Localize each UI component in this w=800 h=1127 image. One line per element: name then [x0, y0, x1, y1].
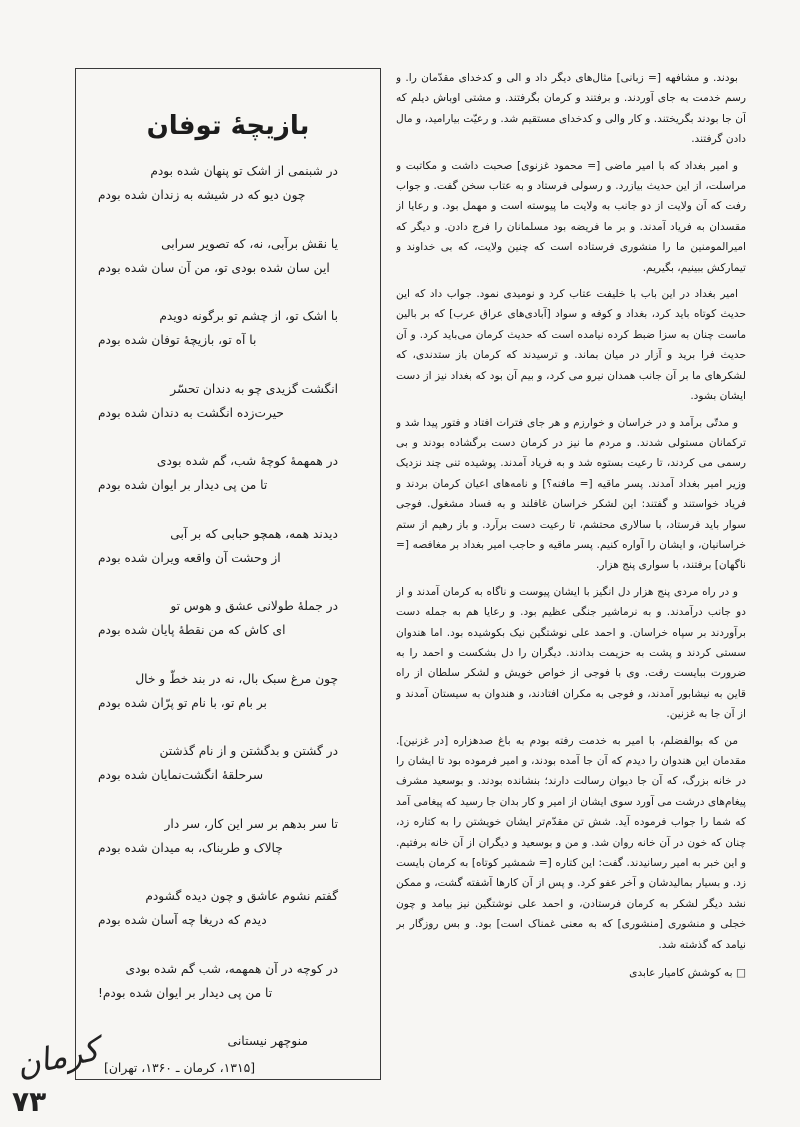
- poet-dates: [۱۳۱۵، کرمان ـ ۱۳۶۰، تهران]: [104, 1060, 256, 1075]
- poem-line: این سان شده بودی تو، من آن سان شده بودم: [98, 260, 330, 275]
- poem-stanza: [98, 377, 338, 425]
- poem-stanza: [98, 159, 338, 207]
- poem-line: تا من پی دیدار بر ایوان شده بودم: [98, 478, 268, 492]
- poem-stanza: [98, 522, 338, 570]
- poem-stanza: [98, 667, 338, 715]
- poem-stanza: [98, 232, 338, 280]
- poem-line: انگشت گزیدی چو به دندان تحسّر: [170, 381, 338, 396]
- poem-line: با اشک تو، از چشم تو برگونه دویدم: [159, 309, 338, 323]
- poem-line: چون مرغ سبک بال، نه در بند خطّ و خال: [135, 671, 338, 686]
- poem-stanza: [98, 957, 338, 1005]
- magazine-logo: کرمان: [12, 1029, 103, 1085]
- poem-box: [75, 68, 381, 1080]
- poem-line: حیرت‌زده انگشت به دندان شده بودم: [98, 405, 284, 420]
- article-text: [396, 68, 746, 1078]
- poem-stanza: [98, 884, 338, 932]
- poem-line: تا من پی دیدار بر ایوان شده بودم!: [98, 985, 273, 1000]
- article-credit: □ به کوشش کامیار عابدی: [629, 967, 746, 980]
- article-paragraph: من که بوالفضلم، با امیر به خدمت رفته بودم به باغ صدهزاره [در غزنین]. مقدمان این هندوان را دیدم که آن جا آمده بودند، و امیر فرموده بود تا ایشان را در خانه بزرگ، که آن جا دیوان رسالت دارند؛ بنشانده بودند. و بوسعید مشرف پیغام‌های درشت می آورد سوی ایشان از امیر و کار بدان جا رسید که پیغامی آمد که شما را جواب فرموده آید. شش تن مقدّم‌تر ایشان خویشتن را به کتاره زد، چنان که خون در آن خانه روان شد. و من و بوسعید و دیگران از آن خانه برفتیم. و این خبر به امیر رسانیدند. گفت: این کتاره [= شمشیر کوتاه] به کرمان بایست زد. و بسیار بمالیدشان و آخر عفو کرد. و پس از آن کارها آشفته گشت، و ممکن نشد دیگر لشکر به کرمان فرستادن، و احمد علی نوشتگین نیز بیامد و چون خجلی و منشوری [منشوری] که به معنی غمناک است] بود. و بس روزگار بر نیامد که گذشته شد.: [396, 734, 746, 951]
- poem-line: یا نقش برآبی، نه، که تصویر سرابی: [161, 236, 338, 251]
- poem-line: در گشتن و بدگشتن و از نام گذشتن: [159, 744, 338, 758]
- article-paragraph: و امیر بغداد که با امیر ماضی [= محمود غزنوی] صحبت داشت و مکاتبت و مراسلت، از این حدیث بیازرد. و رسولی فرستاد و به عتاب سخن گفت. و جواب رفت که آن ولایت از دو جانب به ولایت ما پیوسته است و مهمل بود. و رعایا از مقسدان به فریاد آمدند. و بر ما فریضه بود مسلمانان را فرج دادن. و دیگر که امیرالمومنین ما را منشوری فرستاده است که چنین ولایت، که بی خداوند و تیمارکش ببینیم، بگیریم.: [396, 159, 746, 274]
- poem-stanza: [98, 812, 338, 860]
- poem-line: تا سر بدهم بر سر این کار، سر دار: [164, 816, 338, 831]
- poem-stanza: [98, 304, 338, 352]
- page-number: ۷۳: [12, 1085, 47, 1118]
- poem-line: در کوچه در آن همهمه، شب گم شده بودی: [125, 961, 338, 976]
- poem-line: در همهمهٔ کوچهٔ شب، گم شده بودی: [156, 454, 338, 468]
- poem-line: در شبنمی از اشک تو پنهان شده بودم: [150, 164, 338, 178]
- poem-line: در جملهٔ طولانی عشق و هوس تو: [170, 599, 338, 613]
- poem-line: چون دیو که در شیشه به زندان شده بودم: [98, 188, 306, 202]
- article-paragraph: امیر بغداد در این باب با خلیفت عتاب کرد و نومیدی نمود. جواب داد که این حدیث کوتاه باید کرد، بغداد و کوفه و سواد [آبادی‌های عراق عرب] که بر بالین ماست چنان به سزا ضبط کرده نیامده است که حدیث کرمان می‌باید کرد. و آن حدیث فرا برید و آزار در میان بماند. و ترسیدند که کرمان باز ستدندی، که لشکرهای ما بر آن جانب همدان نیرو می کرد، و بیم آن بود که بغداد نیز از دست ایشان بشود.: [396, 288, 746, 403]
- poem-line: دیدند همه، همچو حبابی که بر آبی: [170, 526, 338, 541]
- poem-stanza: [98, 449, 338, 497]
- poem-line: بر بام تو، با نام تو پرّان شده بودم: [98, 695, 267, 710]
- poem-line: با آه تو، بازیچهٔ توفان شده بودم: [98, 333, 257, 347]
- poem-title: بازیچهٔ توفان: [146, 111, 310, 141]
- poem-line: دیدم که دریغا چه آسان شده بودم: [98, 913, 267, 927]
- poem-line: چالاک و طربناک، به میدان شده بودم: [98, 840, 283, 855]
- poem-line: از وحشت آن واقعه ویران شده بودم: [98, 550, 281, 565]
- article-paragraph: و مدتّی برآمد و در خراسان و خوارزم و هر جای فترات افتاد و فتور پیدا شد و ترکمانان مستولی شدند. و مردم ما نیز در کرمان دست برگشاده بودند و بی رسمی می کردند، تا رعیت بستوه شد و به فریاد آمدند. پوشیده تنی چند نزدیک وزیر امیر بغداد آمدند. پسر ماقیه [= مافنه؟] و نامه‌های اعیان کرمان بردند و فریاد خواستند و گفتند: این لشکر خراسان غافلند و به فساد مشغول. فوجی سوار باید فرستاد، با سالاری محتشم، تا رعیت دست برآرد. و باز رهیم از ستم خراسانیان، و ایشان را آواره کنیم. پسر ماقیه و حاجب امیر بغداد بر مغافصه [= ناگهان] برفتند، با سواری پنج هزار.: [396, 416, 746, 572]
- poem-line: ای کاش که من نقطهٔ پایان شده بودم: [98, 623, 286, 637]
- poem-stanza: [98, 739, 338, 787]
- article-paragraph: و در راه مردی پنج هزار دل انگیز با ایشان پیوست و ناگاه به کرمان آمدند و از دو جانب درآمدند. و به نرماشیر جنگی عظیم بود. و رعایا هم به جمله دست برآوردند بر سپاه خراسان. و احمد علی نوشتگین نیک بکوشیده بود. اما هندوان سستی کردند و پشت به حزیمت بدادند. دیگران را دل بشکست و احمد را به ضرورت ببایست رفت. وی با فوجی از خواص خویش و لشکر سلطان از راه قاین به نیشابور آمدند، و فوجی به مکران افتادند، و هندوان به سیستان آمدند و از آن جا به غزنین.: [396, 585, 746, 721]
- poem-line: سرحلقهٔ انگشت‌نمایان شده بودم: [98, 768, 264, 782]
- poet-name: منوچهر نیستانی: [227, 1033, 308, 1048]
- poem-body: [76, 159, 380, 1080]
- poem-stanza: [98, 594, 338, 642]
- poem-line: گفتم نشوم عاشق و چون دیده گشودم: [145, 889, 338, 903]
- article-paragraph: بودند. و مشافهه [= زبانی] مثال‌های دیگر داد و الی و کدخدای مقدّمان را. و رسم خدمت به جای آوردند. و برفتند و کرمان بگرفتند. و مشتی اوباش دیلم که آن جا بودند بگریختند. و کار والی و کدخدای مستقیم شد. و رعیّت بیارامید، و مال دادن گرفتند.: [396, 72, 746, 146]
